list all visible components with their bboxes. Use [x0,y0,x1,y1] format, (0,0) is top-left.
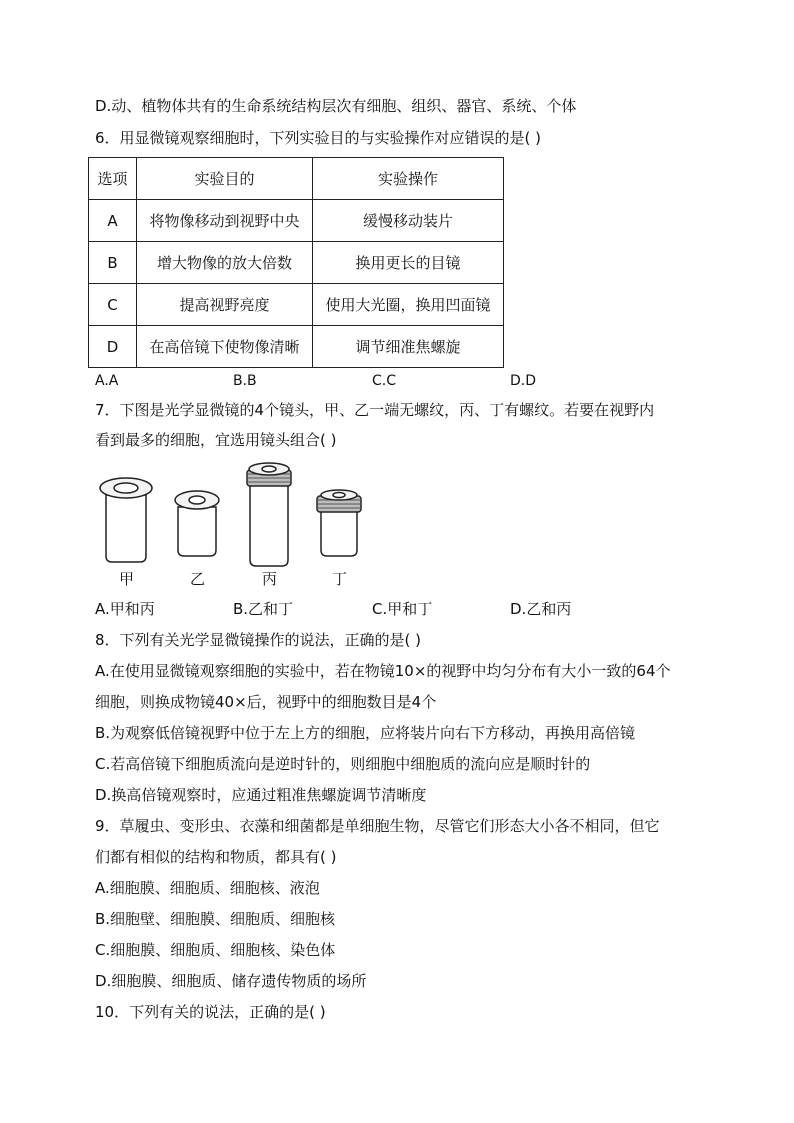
table-cell: 增大物像的放大倍数 [137,242,313,284]
table-cell: D [89,326,137,368]
table-header-row [89,158,504,200]
q9-stem-line2: 们都有相似的结构和物质，都具有( ) [95,848,337,866]
table-cell: B [89,242,137,284]
q8-option-c: C.若高倍镜下细胞质流向是逆时针的，则细胞中细胞质的流向应是顺时针的 [95,755,591,773]
microscope-lenses-figure [95,460,375,570]
table-row [89,326,504,368]
table-cell: 缓慢移动装片 [313,200,504,242]
q9-stem-line1: 9．草履虫、变形虫、衣藻和细菌都是单细胞生物，尽管它们形态大小各不相同，但它 [95,817,660,835]
table-cell: 调节细准焦螺旋 [313,326,504,368]
q8-option-a-line1: A.在使用显微镜观察细胞的实验中，若在物镜10×的视野中均匀分布有大小一致的64个 [95,662,671,680]
table-row [89,200,504,242]
table-header-cell: 实验目的 [137,158,313,200]
lens-bing-icon [247,463,291,566]
q9-option-b: B.细胞壁、细胞膜、细胞质、细胞核 [95,910,336,928]
q7-stem-line1: 7．下图是光学显微镜的4个镜头，甲、乙一端无螺纹，丙、丁有螺纹。若要在视野内 [95,401,655,419]
table-header-cell: 实验操作 [313,158,504,200]
lens-yi-icon [175,491,219,556]
q5-option-d: D.动、植物体共有的生命系统结构层次有细胞、组织、器官、系统、个体 [95,97,577,115]
q8-option-b: B.为观察低倍镜视野中位于左上方的细胞，应将装片向右下方移动，再换用高倍镜 [95,724,636,742]
q9-option-c: C.细胞膜、细胞质、细胞核、染色体 [95,941,336,959]
q7-option-b: B.乙和丁 [233,600,294,618]
q6-stem: 6．用显微镜观察细胞时，下列实验目的与实验操作对应错误的是( ) [95,129,542,147]
table-cell: 换用更长的目镜 [313,242,504,284]
q8-stem: 8．下列有关光学显微镜操作的说法，正确的是( ) [95,631,422,649]
lens-ding-icon [317,490,361,556]
table-row [89,242,504,284]
q7-option-a: A.甲和丙 [95,600,155,618]
q9-option-a: A.细胞膜、细胞质、细胞核、液泡 [95,879,320,897]
lens-label-jia: 甲 [119,570,135,588]
lens-jia-icon [100,478,152,562]
table-cell: 提高视野亮度 [137,284,313,326]
lens-label-bing: 丙 [262,570,278,588]
q7-stem-line2: 看到最多的细胞，宜选用镜头组合( ) [95,431,337,449]
table-cell: C [89,284,137,326]
lens-label-ding: 丁 [332,570,348,588]
table-cell: A [89,200,137,242]
table-header-cell: 选项 [89,158,137,200]
table-cell: 将物像移动到视野中央 [137,200,313,242]
q7-option-c: C.甲和丁 [372,600,433,618]
table-cell: 使用大光圈，换用凹面镜 [313,284,504,326]
q8-option-a-line2: 细胞，则换成物镜40×后，视野中的细胞数目是4个 [95,693,437,711]
q6-option-c: C.C [372,373,397,389]
q6-option-d: D.D [510,373,537,389]
q6-table [88,157,504,368]
q10-stem: 10．下列有关的说法，正确的是( ) [95,1003,326,1021]
lens-label-yi: 乙 [190,570,206,588]
table-cell: 在高倍镜下使物像清晰 [137,326,313,368]
q6-option-a: A.A [95,373,119,389]
q8-option-d: D.换高倍镜观察时，应通过粗准焦螺旋调节清晰度 [95,786,427,804]
q7-option-d: D.乙和丙 [510,600,572,618]
table-row [89,284,504,326]
q9-option-d: D.细胞膜、细胞质、储存遗传物质的场所 [95,972,367,990]
q6-option-b: B.B [233,373,257,389]
